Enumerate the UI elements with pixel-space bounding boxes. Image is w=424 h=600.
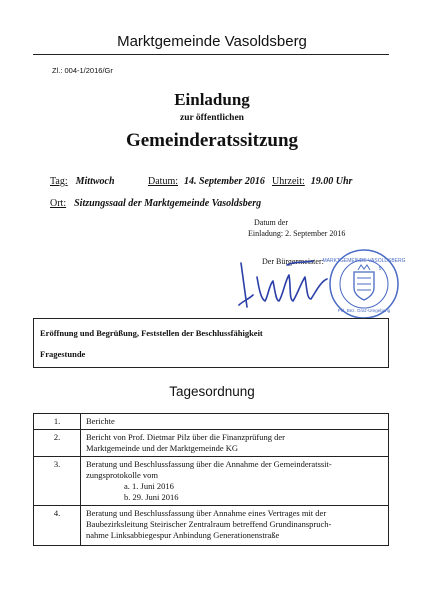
- mayor-signature: [235, 255, 335, 315]
- agenda-item-line: Beratung und Beschlussfassung über Annahme eines Vertrages mit der: [86, 508, 327, 518]
- time-label: Uhrzeit:: [272, 176, 305, 187]
- agenda-subitem: a. 1. Juni 2016: [124, 481, 174, 491]
- agenda-item-line: Beratung und Beschlussfassung über die Annahme der Gemeinderatssit-: [86, 459, 332, 469]
- meeting-time: [272, 171, 352, 189]
- place-value: Sitzungssaal der Marktgemeinde Vasoldsberg: [74, 198, 262, 209]
- title-public: zur öffentlichen: [180, 113, 244, 123]
- agenda-item-number: 4.: [34, 506, 81, 546]
- title-invitation: Einladung: [174, 90, 250, 109]
- agenda-row: [34, 414, 389, 430]
- agenda-table: [33, 413, 389, 546]
- title-council-meeting: Gemeinderatssitzung: [125, 130, 299, 151]
- agenda-item-line: Bericht von Prof. Dietmar Pilz über die Finanzprüfung der: [86, 432, 285, 442]
- official-stamp-icon: [322, 248, 406, 320]
- agenda-subitem: b. 29. Juni 2016: [124, 492, 179, 502]
- time-value: 19.00 Uhr: [310, 176, 353, 187]
- day-value: Mittwoch: [75, 176, 115, 187]
- agenda-title: Tagesordnung: [169, 384, 255, 399]
- agenda-item-line: Berichte: [86, 416, 115, 426]
- agenda-item-number: 3.: [34, 457, 81, 506]
- meeting-place: [50, 193, 261, 211]
- agenda-row: [34, 457, 389, 506]
- municipality-header: Marktgemeinde Vasoldsberg: [117, 33, 307, 50]
- meeting-day: [50, 171, 115, 189]
- date-label: Datum:: [148, 176, 178, 187]
- reference-number: Zl.: 004-1/2016/Gr: [52, 66, 113, 75]
- agenda-item-line: nahme Linksabbiegespur Anbindung Generationenstraße: [86, 530, 280, 540]
- stamp-top-text: MARKTGEMEINDE VASOLDSBERG: [322, 258, 406, 264]
- agenda-item-number: 1.: [34, 414, 81, 430]
- opening-box: [33, 318, 389, 368]
- agenda-row: [34, 430, 389, 457]
- agenda-item-text: [81, 414, 389, 430]
- agenda-item-number: 2.: [34, 430, 81, 457]
- invitation-date-value: Einladung: 2. September 2016: [248, 229, 346, 238]
- mayor-title: Der Bürgermeister:: [262, 257, 324, 266]
- agenda-item-line: zungsprotokolle vom: [86, 470, 159, 480]
- stamp-bottom-text: Pol. Bez. Graz-Umgebung: [337, 308, 391, 313]
- agenda-item-text: [81, 506, 389, 546]
- day-label: Tag:: [50, 176, 68, 187]
- agenda-row: [34, 506, 389, 546]
- agenda-item-line: Marktgemeinde und der Marktgemeinde KG: [86, 443, 239, 453]
- invitation-date-label: Datum der: [254, 218, 288, 227]
- agenda-item-text: [81, 430, 389, 457]
- opening-line-2: Fragestunde: [40, 349, 86, 359]
- meeting-date: [148, 171, 265, 189]
- header-rule: [33, 54, 389, 55]
- agenda-item-line: Baubezirksleitung Steirischer Zentralraum betreffend Grundinanspruch-: [86, 519, 332, 529]
- place-label: Ort:: [50, 198, 67, 209]
- stamp-number: 5: [378, 266, 382, 272]
- opening-line-1: Eröffnung und Begrüßung, Feststellen der Beschlussfähigkeit: [40, 328, 263, 338]
- date-value: 14. September 2016: [184, 176, 265, 187]
- agenda-item-text: [81, 457, 389, 506]
